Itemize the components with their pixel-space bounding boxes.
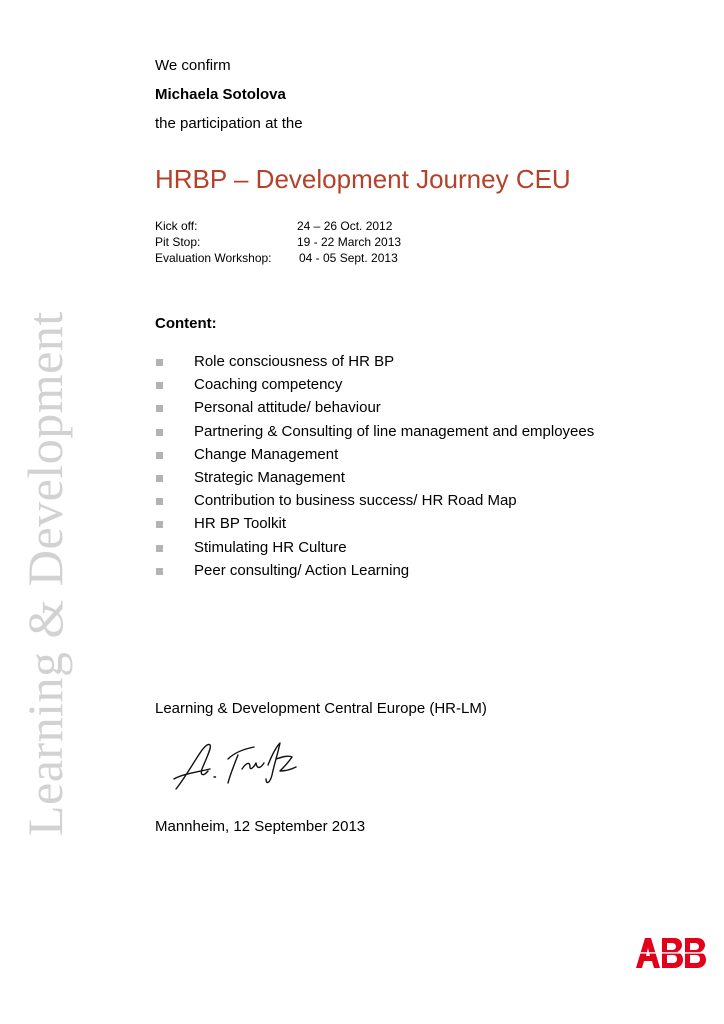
schedule-date-pitstop: 19 - 22 March 2013: [297, 235, 402, 249]
bullet-square-icon: [156, 475, 163, 482]
bullet-square-icon: [156, 429, 163, 436]
bullet-square-icon: [156, 405, 163, 412]
bullet-square-icon: [156, 568, 163, 575]
participant-name: Michaela Sotolova: [155, 86, 286, 103]
place-date-text: Mannheim, 12 September 2013: [155, 818, 366, 835]
content-heading: Content:: [155, 315, 217, 332]
schedule-date-evaluation: 04 - 05 Sept. 2013: [299, 251, 398, 265]
participation-text: the participation at the: [155, 115, 303, 132]
schedule-label-kickoff: Kick off:: [155, 219, 198, 233]
signature: [170, 735, 305, 793]
schedule-label-pitstop: Pit Stop:: [155, 235, 201, 249]
bullet-square-icon: [156, 452, 163, 459]
bullet-square-icon: [156, 521, 163, 528]
abb-logo: [636, 938, 706, 968]
department-text: Learning & Development Central Europe (HR-LM): [155, 700, 487, 717]
program-title: HRBP – Development Journey CEU: [155, 164, 571, 194]
schedule-date-kickoff: 24 – 26 Oct. 2012: [297, 219, 393, 233]
bullet-square-icon: [156, 359, 163, 366]
bullet-square-icon: [156, 498, 163, 505]
bullet-square-icon: [156, 382, 163, 389]
confirm-text: We confirm: [155, 57, 231, 74]
schedule-label-evaluation: Evaluation Workshop:: [155, 251, 272, 265]
side-watermark-text: Learning & Development: [17, 311, 73, 836]
bullet-square-icon: [156, 545, 163, 552]
